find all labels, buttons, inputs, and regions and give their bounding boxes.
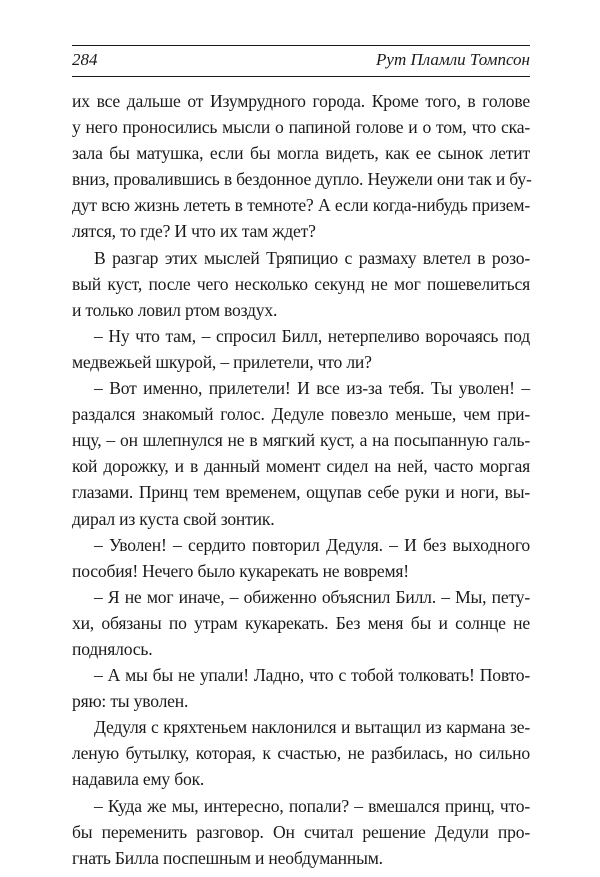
text-line: глазами. Принц тем временем, ощупав себе руки и ноги, вы- bbox=[72, 482, 530, 503]
text-line: Дедуля с кряхтеньем наклонился и вытащил из кармана зе- bbox=[94, 717, 530, 738]
header-top-rule bbox=[72, 45, 530, 46]
text-line: бы переменить разговор. Он считал решение Дедули про- bbox=[72, 821, 530, 842]
text-line: раздался знакомый голос. Дедуле повезло меньше, чем при- bbox=[72, 404, 530, 425]
header-bottom-rule bbox=[72, 76, 530, 77]
text-line: их все дальше от Изумрудного города. Кроме того, в голове bbox=[72, 91, 530, 111]
text-line: у него проносились мысли о папиной голове и о том, что ска- bbox=[72, 117, 530, 138]
text-line: надавила ему бок. bbox=[72, 769, 205, 790]
body-text bbox=[72, 88, 530, 871]
text-line: – А мы бы не упали! Ладно, что с тобой толковать! Повто- bbox=[94, 665, 530, 686]
text-line: пособия! Нечего было кукарекать не вовремя! bbox=[72, 560, 409, 581]
text-line: нцу, – он шлепнулся не в мягкий куст, а на посыпанную галь- bbox=[72, 430, 530, 451]
text-line: зала бы матушка, если бы могла видеть, как ее сынок летит bbox=[72, 143, 530, 164]
text-line: – Куда же мы, интересно, попали? – вмешался принц, что- bbox=[94, 795, 530, 816]
page-number: 284 bbox=[72, 50, 98, 69]
text-line: – Я не мог иначе, – обиженно объяснил Билл. – Мы, пету- bbox=[94, 586, 530, 607]
text-line: – Вот именно, прилетели! И все из-за тебя. Ты уволен! – bbox=[94, 378, 530, 399]
text-line: ряю: ты уволен. bbox=[72, 691, 189, 712]
text-line: дирал из куста свой зонтик. bbox=[72, 508, 275, 529]
text-line: кой дорожку, и в данный момент сидел на ней, часто моргая bbox=[72, 456, 530, 477]
text-line: лятся, то где? И что их там ждет? bbox=[72, 221, 316, 242]
text-line: медвежьей шкурой, – прилетели, что ли? bbox=[72, 351, 372, 372]
text-line: и только ловил ртом воздух. bbox=[72, 299, 278, 320]
text-line: поднялось. bbox=[72, 638, 153, 659]
running-title: Рут Пламли Томпсон bbox=[376, 50, 530, 69]
text-line: леную бутылку, которая, к счастью, не разбилась, но сильно bbox=[72, 743, 530, 764]
text-line: – Ну что там, – спросил Билл, нетерпеливо ворочаясь под bbox=[94, 325, 530, 346]
text-line: хи, обязаны по утрам кукарекать. Без меня бы и солнце не bbox=[72, 612, 530, 633]
text-line: В разгар этих мыслей Тряпицио с размаху влетел в розо- bbox=[94, 247, 530, 268]
text-line: дут всю жизнь лететь в темноте? А если когда-нибудь призем- bbox=[72, 195, 530, 216]
text-line: вниз, провалившись в бездонное дупло. Неужели они так и бу- bbox=[72, 169, 532, 190]
text-line: гнать Билла поспешным и необдуманным. bbox=[72, 847, 383, 868]
text-line: – Уволен! – сердито повторил Дедуля. – И без выходного bbox=[94, 534, 530, 555]
text-line: вый куст, после чего несколько секунд не мог пошевелиться bbox=[72, 273, 530, 294]
